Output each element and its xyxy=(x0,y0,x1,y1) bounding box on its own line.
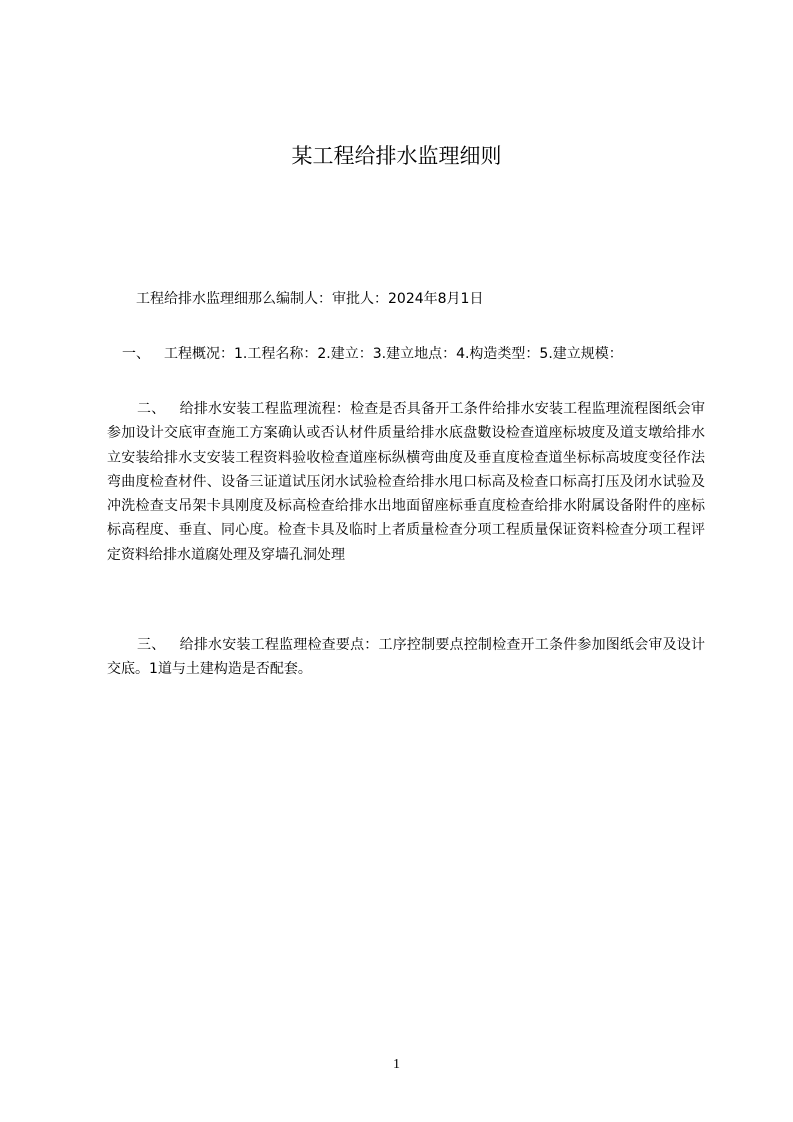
section-1 xyxy=(107,342,705,366)
section-1-number: 一、 xyxy=(122,346,150,362)
section-3-text: 给排水安装工程监理检查要点：工序控制要点控制检查开工条件参加图纸会审及设计交底。1道与土建构造是否配套。 xyxy=(107,637,706,678)
header-line: 工程给排水监理细那么编制人：审批人：2024年8月1日 xyxy=(136,291,484,307)
document-title: 某工程给排水监理细则 xyxy=(291,144,502,168)
section-3 xyxy=(107,633,705,682)
section-3-number: 三、 xyxy=(137,637,166,653)
section-1-text: 工程概况：1.工程名称：2.建立：3.建立地点：4.构造类型：5.建立规模： xyxy=(164,346,623,362)
section-2 xyxy=(107,397,705,567)
section-2-text: 给排水安装工程监理流程：检查是否具备开工条件给排水安装工程监理流程图纸会审参加设计交底审查施工方案确认或否认材件质量给排水底盘數设检查道座标坡度及道支墩给排水立安装给排水支安装工程资料验收检查道座标纵横弯曲度及垂直度检查道坐标标高坡度变径作法弯曲度检查材件、设备三证道试压闭水试验检查给排水甩口标高及检查口标高打压及闭水试验及冲洗检查支吊架卡具刚度及标高检查给排水出地面留座标垂直度检查给排水附属设备附件的座标标高程度、垂直、同心度。检查卡具及临时上者质量检查分项工程质量保证资料检查分项工程评定资料给排水道腐处理及穿墙孔洞处理 xyxy=(107,401,706,563)
page-number: 1 xyxy=(393,1057,400,1072)
section-2-number: 二、 xyxy=(137,401,166,417)
